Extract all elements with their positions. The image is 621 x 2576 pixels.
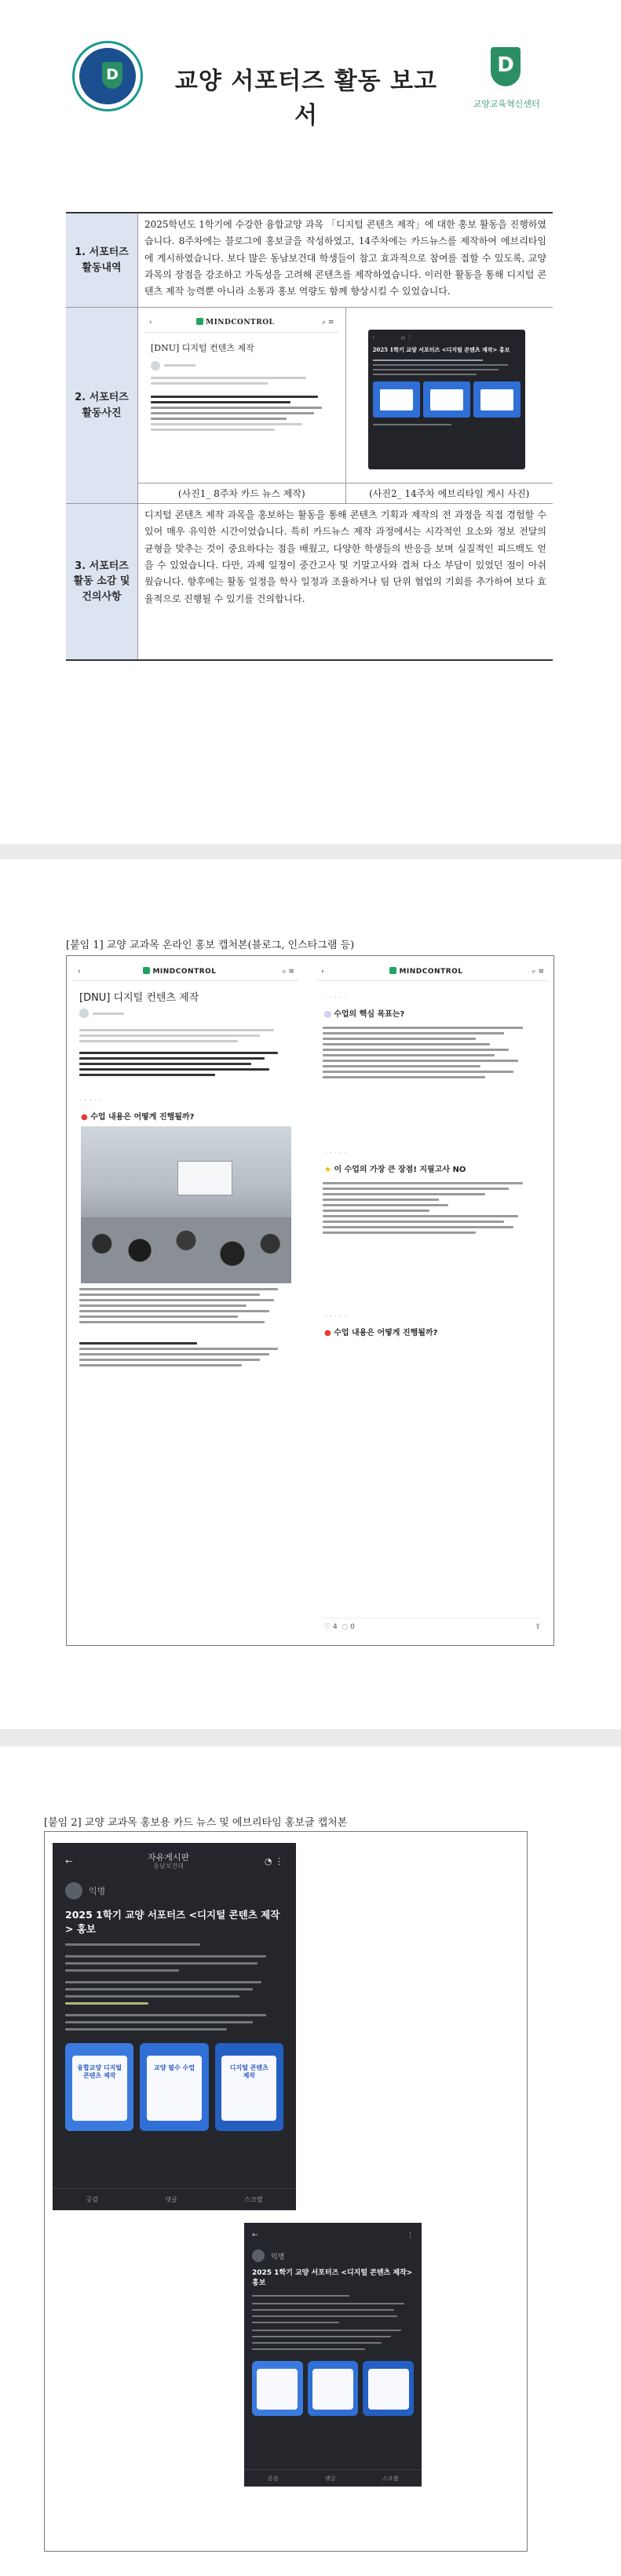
blog-brand: MINDCONTROL [206,319,275,327]
center-logo-text: 교양교육혁신센터 [473,99,540,109]
blog-post-title: [DNU] 디지털 컨텐츠 제작 [151,343,254,353]
everytime-capture-small [244,2223,422,2487]
card-news-images [53,2035,296,2139]
photo-1 [138,308,345,503]
center-logo [482,47,529,94]
blog-logo-icon [196,318,203,325]
menu-icon: ⌕ ≡ [322,319,334,327]
blog-brand: MINDCONTROL [152,968,217,976]
attachment-2-title: [붙임 2] 교양 교과목 홍보용 카드 뉴스 및 에브리타임 홍보글 캡처본 [44,1817,348,1829]
cardnews-capture-frame [44,1831,528,2552]
avatar [151,361,160,370]
blog-logo-icon [143,967,150,974]
target-icon: ◎ [324,1010,331,1019]
pin-icon: ● [81,1113,88,1122]
like-count: 4 [332,1623,338,1631]
section-heading-2: ● 수업 내용은 어떻게 진행될까? [324,1329,438,1337]
card-news-small-1[interactable] [252,2361,303,2416]
center-logo-letter: D [491,47,521,86]
blog-capture-frame [66,955,554,1646]
everytime-capture-large [53,1843,296,2210]
report-title: 교양 서포터즈 활동 보고서 [174,68,438,130]
report-page [0,0,621,844]
attachment-2-page [0,1746,621,2576]
board-sub: 동남보건대 [153,1862,184,1870]
comment-button[interactable]: 댓글 [165,2196,177,2203]
card-news-images-small [244,2355,422,2422]
university-emblem-logo [72,41,143,111]
everytime-screenshot: ‹ ⌂ ⋮ 2025 1학기 교양 서포터즈 <디지털 콘텐츠 제작> 홍보 [368,330,525,469]
board-name: 자유게시판 [147,1852,190,1863]
classroom-photo [81,1126,291,1283]
post-action-bar [53,2188,296,2210]
blog-brand: MINDCONTROL [399,968,463,976]
card-news-1[interactable]: 융합교양 디지털 콘텐츠 제작 [65,2043,133,2131]
photo-1-caption: (사진1_ 8주차 카드 뉴스 제작) [138,483,345,503]
feedback-text: 디지털 콘텐츠 제작 과목을 홍보하는 활동을 통해 콘텐츠 기획과 제작의 전 과정을 직접 경험할 수 있어 매우 유익한 시간이었습니다. 특히 카드뉴스 제작 과정에서는 시각적인 요소와 정보 전달의 균형을 맞추는 것이 중요하다는 점을 배웠고, 다양한 학생들의 반응을 보며 실질적인 피드백도 얻을 수 있었습니다. 다만, 과제 일정이 중간고사 및 기말고사와 겹쳐 다소 부담이 있었던 점이 아쉬웠습니다. 향후에는 활동 일정을 학사 일정과 조율하거나 팀 단위 협업의 기회를 추가하여 보다 효율적으로 진행될 수 있기를 건의합니다. [144,509,546,604]
blog-capture-left: ‹ MINDCONTROL ⌕ ≡ [DNU] 디지털 컨텐츠 제작 · · · · · ● 수업 내용은 어떻게 진행될까? [73,962,299,1639]
scrap-button[interactable]: 스크랩 [244,2196,263,2203]
back-arrow-icon: ‹ [78,967,81,976]
avatar [65,1882,82,1899]
photo-2 [345,308,553,503]
university-logo-letter: D [102,62,122,89]
blog-logo-icon [389,967,396,974]
like-button[interactable]: 공감 [86,2196,99,2203]
post-author: 익명 [89,1886,106,1896]
post-title: 2025 1학기 교양 서포터즈 <디지털 콘텐츠 제작> 홍보 [252,2269,413,2287]
activity-label: 1. 서포터즈 활동내역 [66,213,138,307]
comment-icon: ◌ [342,1623,349,1631]
activity-row [66,213,553,308]
photos-row [66,308,553,504]
attachment-1-page [0,859,621,1729]
back-arrow-icon: ‹ [321,967,324,976]
feedback-row [66,504,553,659]
photos-label: 2. 서포터즈 활동사진 [66,308,138,503]
feedback-label: 3. 서포터즈 활동 소감 및 건의사항 [66,504,138,659]
comment-button[interactable]: 댓글 [324,2475,336,2482]
bell-icon[interactable]: ◔ ⋮ [264,1855,283,1866]
avatar [79,1009,89,1018]
no-exam-heading: ★ 이 수업의 가장 큰 장점! 지필고사 NO [324,1166,466,1174]
share-icon[interactable]: ⇪ [535,1623,541,1631]
pin-icon: ● [324,1329,331,1337]
back-arrow-icon[interactable]: ← [65,1855,73,1866]
back-arrow-icon[interactable]: ← [252,2231,258,2239]
back-arrow-icon: ‹ [149,319,152,327]
post-title: 2025 1학기 교양 서포터즈 <디지털 콘텐츠 제작> 홍보 [65,1909,280,1935]
section-heading: ● 수업 내용은 어떻게 진행될까? [81,1113,195,1122]
core-goal-heading: ◎ 수업의 핵심 목표는? [324,1010,405,1019]
card-news-small-3[interactable] [363,2361,414,2416]
card-news-strip [368,378,525,421]
scrap-button[interactable]: 스크랩 [382,2475,399,2482]
post-author: 익명 [271,2253,285,2261]
card-news-small-2[interactable] [308,2361,359,2416]
heart-icon: ♡ [324,1623,331,1631]
activity-text: 2025학년도 1학기에 수강한 융합교양 과목 「디지털 콘텐츠 제작」에 대한 홍보 활동을 진행하였습니다. 8주차에는 블로그에 홍보글을 작성하였고, 14주차에는 카드뉴스를 제작하여 에브리타임에 게시하였습니다. 보다 많은 동남보건대 학생들이 참고 효과적으로 참여를 접할 수 있도록, 교양 과목의 장점을 강조하고 가독성을 고려해 콘텐츠를 제작하였습니다. 이러한 활동을 통해 디지털 콘텐츠 제작 능력뿐 아니라 소통과 홍보 역량도 함께 향상시킬 수 있었습니다. [144,219,546,297]
post-action-bar [244,2469,422,2487]
report-table [66,212,553,661]
card-news-2[interactable]: 교양 필수 수업 [140,2043,208,2131]
avatar [252,2249,265,2262]
menu-icon: ⌕ ≡ [282,967,294,976]
attachment-1-title: [붙임 1] 교양 교과목 온라인 홍보 캡처본(블로그, 인스타그램 등) [66,940,355,951]
comment-count: 0 [350,1623,355,1631]
everytime-post-title: 2025 1학기 교양 서포터즈 <디지털 콘텐츠 제작> 홍보 [372,346,510,353]
menu-icon: ⌕ ≡ [532,967,544,976]
photo-2-caption: (사진2_ 14주차 에브리타임 게시 사진) [346,483,553,503]
card-news-3[interactable]: 디지털 콘텐츠 제작 [215,2043,283,2131]
star-icon: ★ [324,1166,331,1174]
blog-post-title: [DNU] 디지털 컨텐츠 제작 [79,992,199,1004]
blog-screenshot [144,314,339,476]
blog-action-bar [324,1618,541,1631]
menu-icon[interactable]: ⋮ [407,2231,414,2239]
like-button[interactable] [324,1623,355,1631]
blog-capture-right: ‹ MINDCONTROL ⌕ ≡ · · · · · ◎ 수업의 핵심 목표는? · · · · · ★ 이 수업의 가장 큰 장점! 지필고사 NO · · · · · ● 수업 내용은 어떻게 진행될까? ♡ 4 ◌ 0 ⇪ [316,962,549,1639]
like-button[interactable]: 공감 [267,2475,279,2482]
